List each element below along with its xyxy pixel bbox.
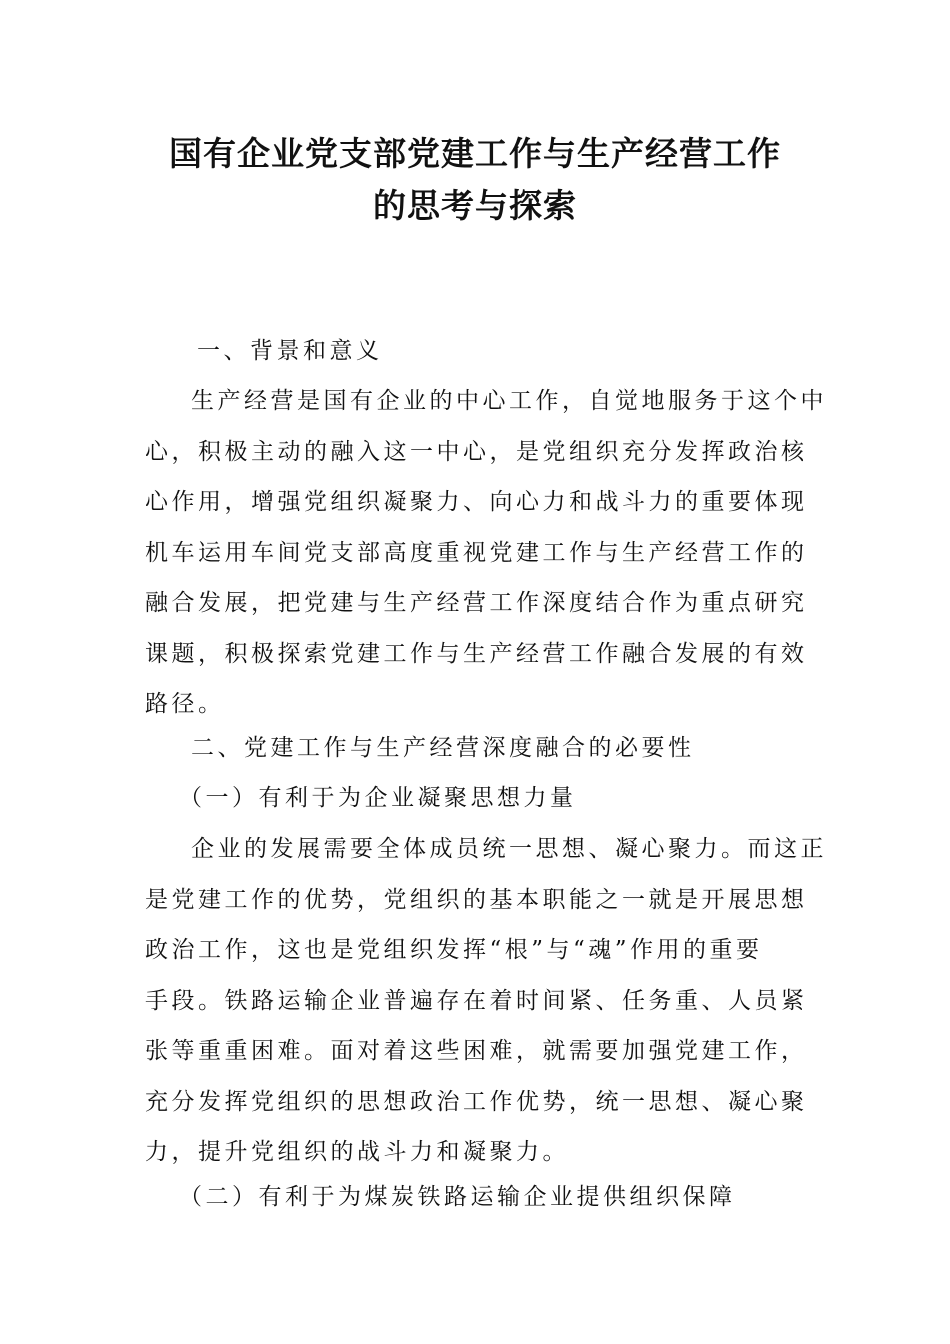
paragraph-line: 心作用，增强党组织凝聚力、向心力和战斗力的重要体现	[145, 489, 808, 515]
section-heading-2: 二、党建工作与生产经营深度融合的必要性	[191, 735, 695, 761]
paragraph-line: 企业的发展需要全体成员统一思想、凝心聚力。而这正	[191, 836, 827, 862]
paragraph-line: 政治工作，这也是党组织发挥“根”与“魂”作用的重要	[145, 937, 763, 963]
paragraph-line: 课题，积极探索党建工作与生产经营工作融合发展的有效	[145, 640, 808, 667]
paragraph-line: 融合发展，把党建与生产经营工作深度结合作为重点研究	[145, 590, 808, 616]
section-1-paragraph	[145, 376, 827, 730]
paragraph-line: 机车运用车间党支部高度重视党建工作与生产经营工作的	[145, 539, 808, 566]
paragraph-line: 心，积极主动的融入这一中心，是党组织充分发挥政治核	[145, 438, 808, 465]
paragraph-line: 手段。铁路运输企业普遍存在着时间紧、任务重、人员紧	[145, 987, 808, 1014]
paragraph-line: 充分发挥党组织的思想政治工作优势，统一思想、凝心聚	[145, 1088, 808, 1115]
paragraph-line: 力，提升党组织的战斗力和凝聚力。	[145, 1139, 569, 1165]
section-2-paragraph	[145, 824, 827, 1178]
subsection-heading-1: （一）有利于为企业凝聚思想力量	[179, 785, 577, 811]
paragraph-line: 张等重重困难。面对着这些困难，就需要加强党建工作，	[145, 1038, 808, 1064]
paragraph-line: 生产经营是国有企业的中心工作，自觉地服务于这个中	[191, 388, 827, 414]
subsection-heading-2: （二）有利于为煤炭铁路运输企业提供组织保障	[179, 1184, 736, 1210]
paragraph-line: 路径。	[145, 691, 225, 717]
section-heading-1: 一、背景和意义	[197, 338, 383, 364]
paragraph-line: 是党建工作的优势，党组织的基本职能之一就是开展思想	[145, 886, 808, 913]
document-title-line-2: 的思考与探索	[373, 186, 577, 225]
document-title-line-1: 国有企业党支部党建工作与生产经营工作	[169, 134, 781, 173]
